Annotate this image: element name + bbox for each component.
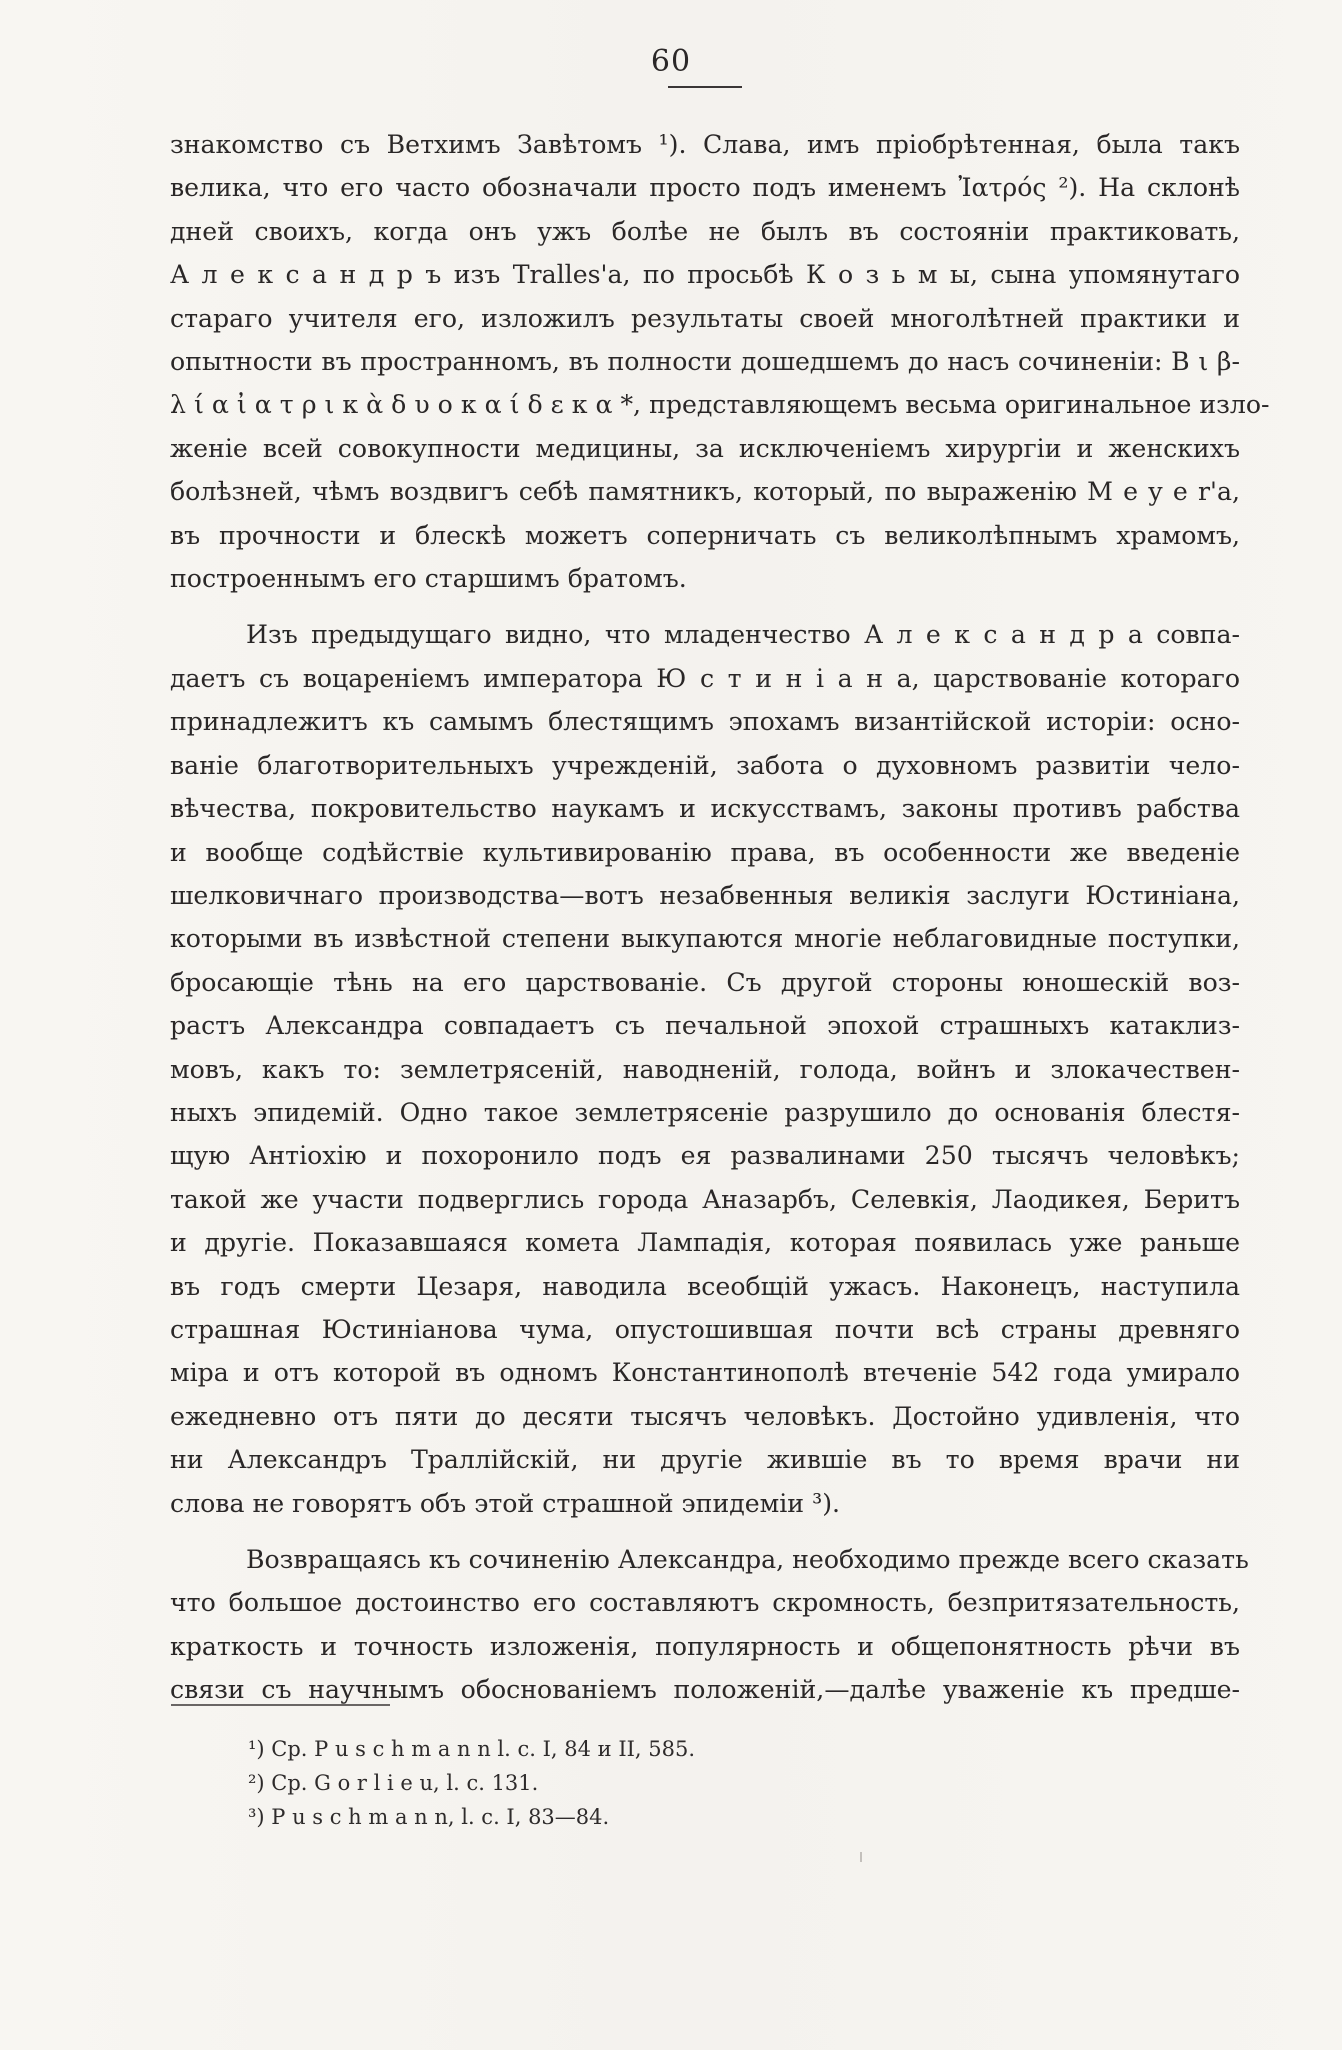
text-line: велика, что его часто обозначали просто подъ именемъ Ἰατρός ²). На склонѣ [170,173,1240,203]
text-line: слова не говорятъ объ этой страшной эпидеміи ³). [170,1488,841,1518]
text-line: Изъ предыдущаго видно, что младенчество А л е к с а н д р а совпа- [246,620,1240,650]
text-line: λ ί α ἰ α τ ρ ι κ ὰ δ υ ο κ α ί δ ε κ α *, представляющемъ весьма оригинальное изло- [170,390,1270,420]
page-number: 60 [650,44,692,79]
paragraph-1 [170,123,1270,600]
text-line: страшная Юстиніанова чума, опустошившая почти всѣ страны древняго [170,1314,1240,1344]
text-line: знакомство съ Ветхимъ Завѣтомъ ¹). Слава, имъ пріобрѣтенная, была такъ [170,130,1240,159]
text-line: что большое достоинство его составляютъ скромность, безпритязательность, [170,1588,1240,1618]
page-number-rule [668,86,742,88]
footnote-separator [171,1704,390,1706]
text-line: міра и отъ которой въ одномъ Константинополѣ втеченіе 542 года умирало [170,1358,1240,1388]
paragraph-3 [170,1538,1249,1712]
text-line: вѣчества, покровительство наукамъ и искусствамъ, законы противъ рабства [170,794,1240,824]
paragraph-spacing [170,1525,1240,1538]
text-line: даетъ съ воцареніемъ императора Ю с т и н і а н а, царствованіе котораго [170,663,1240,693]
footnote-3: ³) P u s c h m a n n, l. c. I, 83—84. [248,1805,610,1829]
text-line: шелковичнаго производства—вотъ незабвенныя великія заслуги Юстиніана, [170,880,1240,910]
footnote-2: ²) Ср. G o r l i e u, l. c. 131. [248,1771,539,1795]
main-text [170,123,1270,1712]
text-line: такой же участи подверглись города Аназарбъ, Селевкія, Лаодикея, Беритъ [170,1184,1240,1214]
paragraph-2 [170,613,1240,1525]
text-line: и вообще содѣйствіе культивированію права, въ особенности же введеніе [170,837,1240,867]
text-line: которыми въ извѣстной степени выкупаются многіе неблаговидные поступки, [170,924,1240,954]
text-line: ежедневно отъ пяти до десяти тысячъ человѣкъ. Достойно удивленія, что [170,1401,1240,1431]
text-line: въ прочности и блескѣ можетъ соперничать съ великолѣпнымъ храмомъ, [170,520,1240,550]
text-line: ныхъ эпидемій. Одно такое землетрясеніе разрушило до основанія блестя- [170,1097,1240,1127]
text-line: ни Александръ Траллійскій, ни другіе жившіе въ то время врачи ни [170,1445,1240,1475]
text-line: ваніе благотворительныхъ учрежденій, забота о духовномъ развитіи чело- [170,750,1240,780]
text-line: женіе всей совокупности медицины, за исключеніемъ хирургіи и женскихъ [170,433,1240,463]
text-line: связи съ научнымъ обоснованіемъ положеній,—далѣе уваженіе къ предше- [170,1675,1240,1705]
footnotes [248,1732,1008,1834]
text-line: бросающіе тѣнь на его царствованіе. Съ другой стороны юношескій воз- [170,967,1240,997]
footnote-1: ¹) Ср. P u s c h m a n n l. c. I, 84 и II, 585. [248,1737,696,1761]
text-line: краткость и точность изложенія, популярность и общепонятность рѣчи въ [170,1631,1240,1661]
text-line: растъ Александра совпадаетъ съ печальной эпохой страшныхъ катаклиз- [170,1011,1240,1041]
text-line: А л е к с а н д р ъ изъ Tralles'a, по просьбѣ К о з ь м ы, сына упомянутаго [170,260,1240,290]
text-line: Возвращаясь къ сочиненію Александра, необходимо прежде всего сказать [246,1545,1249,1574]
text-line: въ годъ смерти Цезаря, наводила всеобщій ужасъ. Наконецъ, наступила [170,1271,1240,1301]
paper-speck [860,1852,862,1862]
text-line: и другіе. Показавшаяся комета Лампадія, которая появилась уже раньше [170,1228,1240,1258]
text-line: построеннымъ его старшимъ братомъ. [170,564,687,594]
text-line: дней своихъ, когда онъ ужъ болѣе не былъ въ состояніи практиковать, [170,216,1240,246]
paragraph-spacing [170,600,1240,613]
text-line: стараго учителя его, изложилъ результаты своей многолѣтней практики и [170,303,1240,333]
text-line: опытности въ пространномъ, въ полности дошедшемъ до насъ сочиненіи: Β ι β- [170,347,1240,377]
text-line: мовъ, какъ то: землетрясеній, наводненій, голода, войнъ и злокачествен- [170,1054,1240,1084]
text-line: болѣзней, чѣмъ воздвигъ себѣ памятникъ, который, по выраженію M e y e r'а, [170,477,1240,507]
text-line: щую Антіохію и похоронило подъ ея развалинами 250 тысячъ человѣкъ; [170,1141,1240,1171]
text-line: принадлежитъ къ самымъ блестящимъ эпохамъ византійской исторіи: осно- [170,707,1240,737]
